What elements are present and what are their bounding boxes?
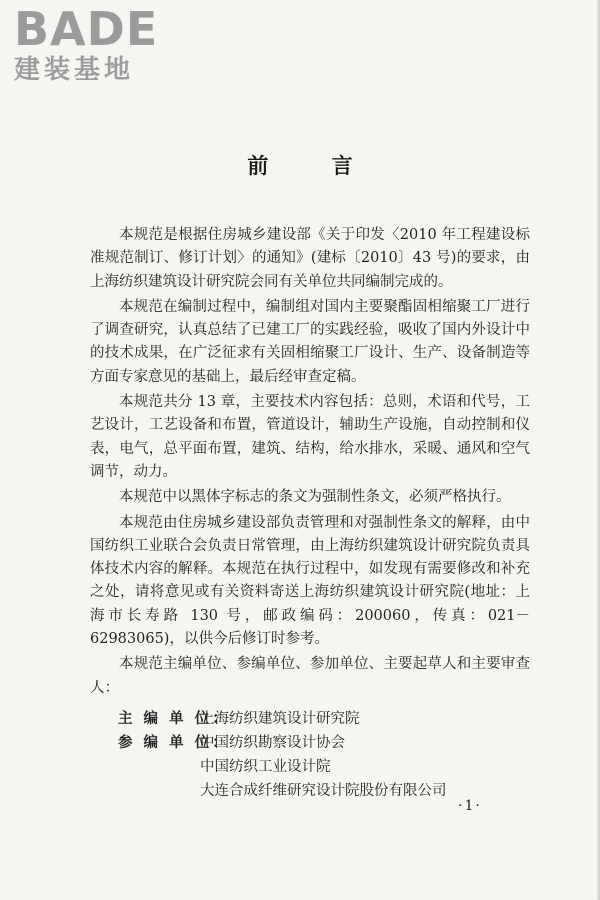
paragraph: 本规范在编制过程中，编制组对国内主要聚酯固相缩聚工厂进行了调查研究，认真总结了已建工厂的实践经验，吸收了国内外设计中的技术成果，在广泛征求有关固相缩聚工厂设计、生产、设备制造等方面专家意见的基础上，最后经审查定稿。 (90, 298, 530, 385)
units-list (118, 707, 538, 803)
chief-unit-value: 上海纺织建筑设计研究院 (200, 711, 360, 727)
logo-wordmark: BADE (14, 2, 159, 56)
participating-unit-label: 参 编 单 位： (118, 735, 230, 751)
paragraph: 本规范由住房城乡建设部负责管理和对强制性条文的解释，由中国纺织工业联合会负责日常管理，由上海纺织建筑设计研究院负责具体技术内容的解释。本规范在执行过程中，如发现有需要修改和补充之处，请将意见或有关资料寄送上海纺织建筑设计研究院(地址：上海市长寿路 130 号，邮政编码：200060，传真：021－62983065)，以供今后修订时参考。 (90, 514, 530, 648)
paragraph: 本规范中以黑体字标志的条文为强制性条文，必须严格执行。 (119, 489, 511, 506)
participating-unit-row (118, 755, 538, 779)
participating-unit-value: 中国纺织勘察设计协会 (200, 735, 345, 751)
preface-body (90, 224, 530, 702)
paragraph: 本规范主编单位、参编单位、参加单位、主要起草人和主要审查人： (90, 656, 530, 696)
page-number: ·1· (458, 798, 482, 814)
chief-unit-label: 主 编 单 位： (118, 711, 230, 727)
bade-logo (14, 4, 184, 86)
chief-unit-row (118, 707, 538, 731)
paragraph: 本规范共分 13 章，主要技术内容包括：总则，术语和代号，工艺设计，工艺设备和布置，管道设计，辅助生产设施，自动控制和仪表，电气，总平面布置，建筑、结构，给水排水，采暖、通风和空气调节，动力。 (90, 394, 530, 480)
participating-unit-value: 中国纺织工业设计院 (200, 759, 331, 775)
paragraph: 本规范是根据住房城乡建设部《关于印发〈2010 年工程建设标准规范制订、修订计划〉的通知》(建标〔2010〕43 号)的要求，由上海纺织建筑设计研究院会同有关单位共同编制完成的。 (90, 227, 530, 290)
logo-subtitle: 建装基地 (14, 55, 135, 85)
participating-unit-row (118, 731, 538, 755)
participating-unit-value: 大连合成纤维研究设计院股份有限公司 (200, 783, 447, 799)
page-title: 前 言 (247, 154, 381, 178)
